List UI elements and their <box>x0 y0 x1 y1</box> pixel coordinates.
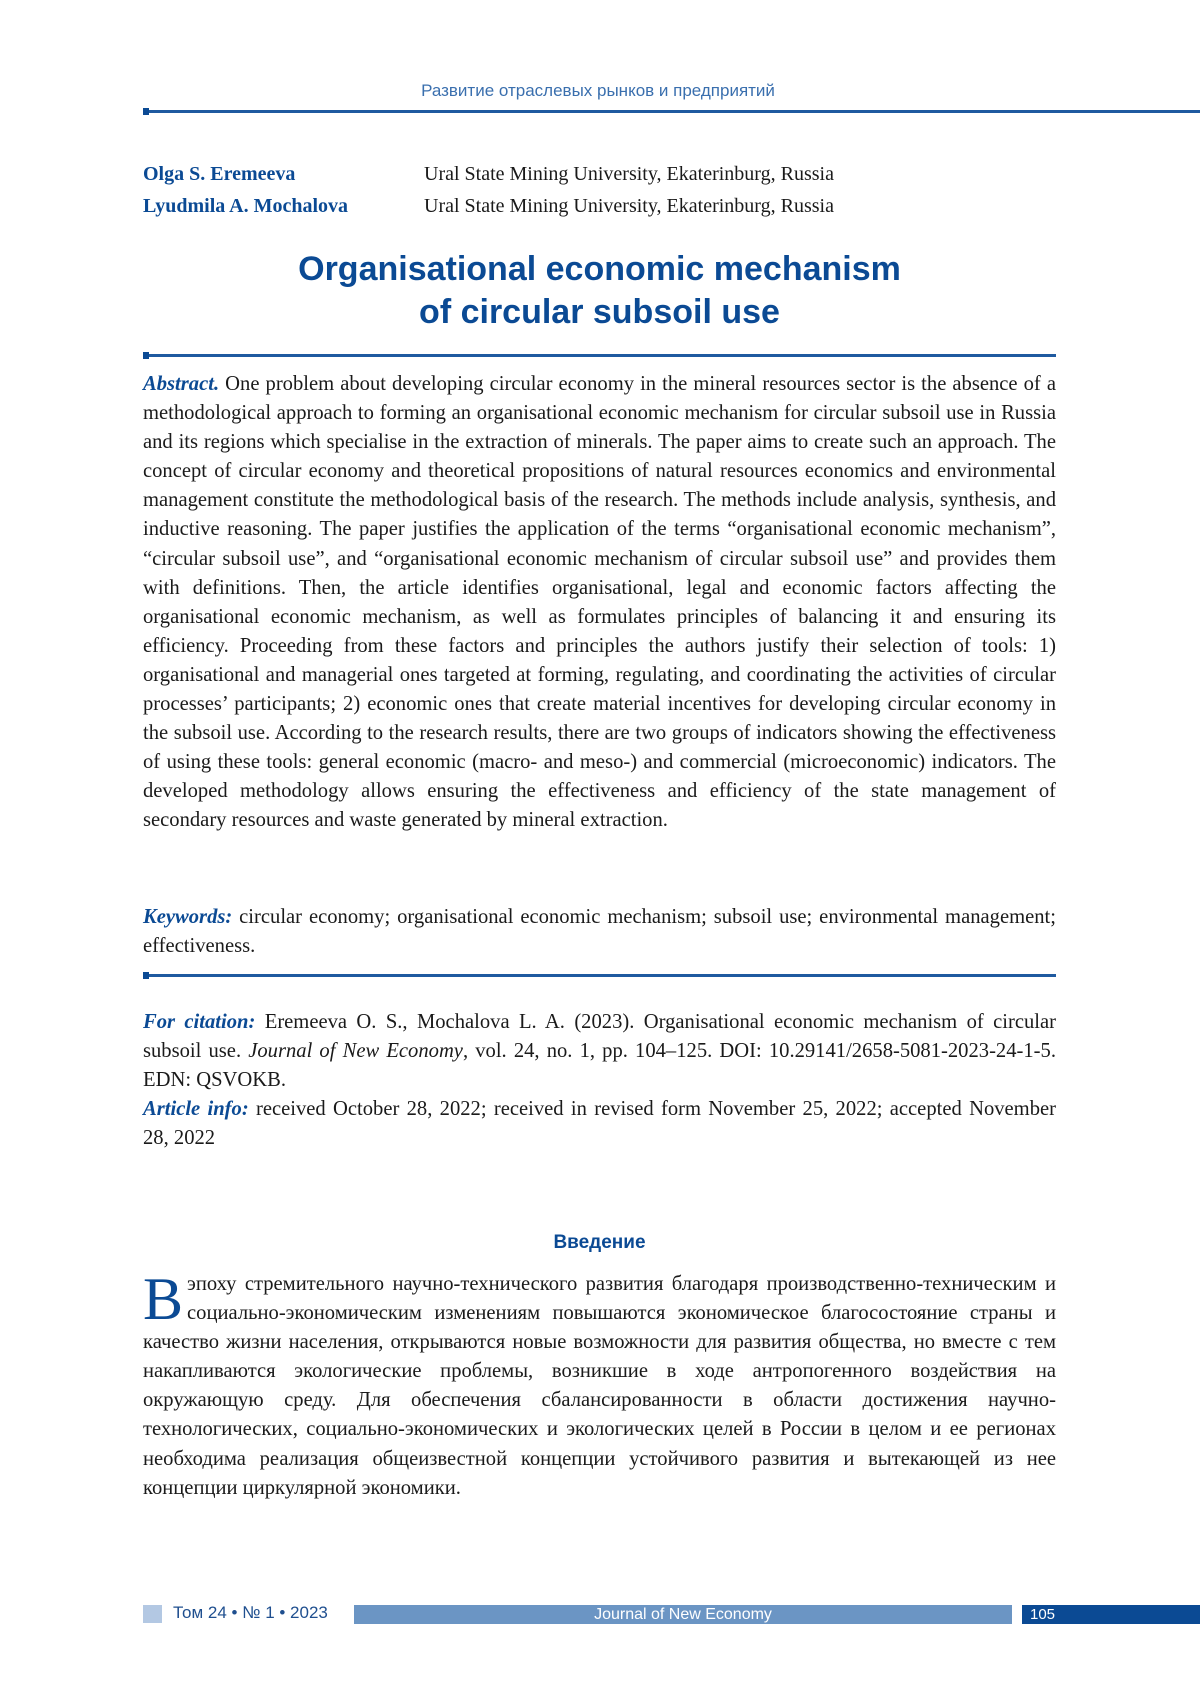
citation-block <box>143 1008 1056 1153</box>
author-name: Lyudmila A. Mochalova <box>143 195 349 217</box>
title-line: Organisational economic mechanism <box>298 250 901 288</box>
keywords <box>143 903 1056 961</box>
divider <box>143 974 1056 977</box>
footer-square <box>143 1605 162 1623</box>
section-heading: Введение <box>553 1232 646 1253</box>
drop-cap: В <box>143 1266 184 1332</box>
footer-journal: Journal of New Economy <box>354 1605 1012 1624</box>
page-number: 105 <box>1022 1605 1200 1624</box>
keywords-label: Keywords: <box>143 906 233 928</box>
abstract <box>143 370 1056 836</box>
citation-text: Eremeeva O. S., Mochalova L. A. (2023). Organisational economic mechanism of circular subsoil use. <box>143 1011 1056 1063</box>
article-info-label: Article info: <box>143 1098 249 1121</box>
article-info <box>143 1095 1056 1153</box>
article-info-text: received October 28, 2022; received in revised form November 25, 2022; accepted November 28, 2022 <box>143 1098 1056 1150</box>
header-divider <box>143 110 1200 113</box>
author-affiliation: Ural State Mining University, Ekaterinburg, Russia <box>424 195 834 217</box>
intro-paragraph <box>143 1266 1056 1503</box>
author-row <box>143 163 834 186</box>
divider <box>143 354 1056 357</box>
citation-text: , vol. 24, no. 1, pp. 104–125. DOI: 10.29141/2658-5081-2023-24-1-5. EDN: QSVOKB. <box>143 1040 1056 1092</box>
abstract-text: One problem about developing circular economy in the mineral resources sector is the absence of a methodological approach to forming an organisational economic mechanism for circular subsoil use in Russia and its regions which specialise in the extraction of minerals. The paper aims to create such an approach. The concept of circular economy and theoretical propositions of natural resources economics and environmental management constitute the methodological basis of the research. The methods include analysis, synthesis, and inductive reasoning. The paper justifies the application of the terms “organisational economic mechanism”, “circular subsoil use”, and “organisational economic mechanism of circular subsoil use” and provides them with definitions. Then, the article identifies organisational, legal and economic factors affecting the organisational economic mechanism, as well as formulates principles of balancing it and ensuring its efficiency. Proceeding from these factors and principles the authors justify their selection of tools: 1) organisational and managerial ones targeted at forming, regulating, and coordinating the activities of circular processes’ participants; 2) economic ones that create material incentives for developing circular economy in the subsoil use. According to the research results, there are two groups of indicators showing the effectiveness of using these tools: general economic (macro- and meso-) and commercial (microeconomic) indicators. The developed methodology allows ensuring the effectiveness and efficiency of the state management of secondary resources and waste generated by mineral extraction. <box>143 373 1056 832</box>
citation-journal: Journal of New Economy <box>248 1040 463 1063</box>
title-line: of circular subsoil use <box>419 293 780 331</box>
author-affiliation: Ural State Mining University, Ekaterinburg, Russia <box>424 163 834 185</box>
intro-text: эпоху стремительного научно-технического развития благодаря производственно-техническим и социально-экономическим изменениям повышаются экономическое благосостояние страны и качество жизни населения, открываются новые возможности для развития общества, но вместе с тем накапливаются экологические проблемы, возникшие в ходе антропогенного воздействия на окружающую среду. Для обеспечения сбалансированности в области достижения научно-технологических, социально-экономических и экологических целей в России в целом и ее регионах необходима реализация общеизвестной концепции устойчивого развития и вытекающей из нее концепции циркулярной экономики. <box>143 1273 1056 1499</box>
running-header: Развитие отраслевых рынков и предприятий <box>421 81 775 100</box>
author-row <box>143 195 834 218</box>
article-title <box>143 248 1056 334</box>
citation <box>143 1008 1056 1095</box>
author-name: Olga S. Eremeeva <box>143 163 296 185</box>
abstract-label: Abstract. <box>143 373 220 395</box>
citation-label: For citation: <box>143 1011 256 1033</box>
keywords-text: circular economy; organisational economic mechanism; subsoil use; environmental management; effectiveness. <box>143 906 1056 958</box>
footer-volume: Том 24 • № 1 • 2023 <box>173 1603 328 1622</box>
